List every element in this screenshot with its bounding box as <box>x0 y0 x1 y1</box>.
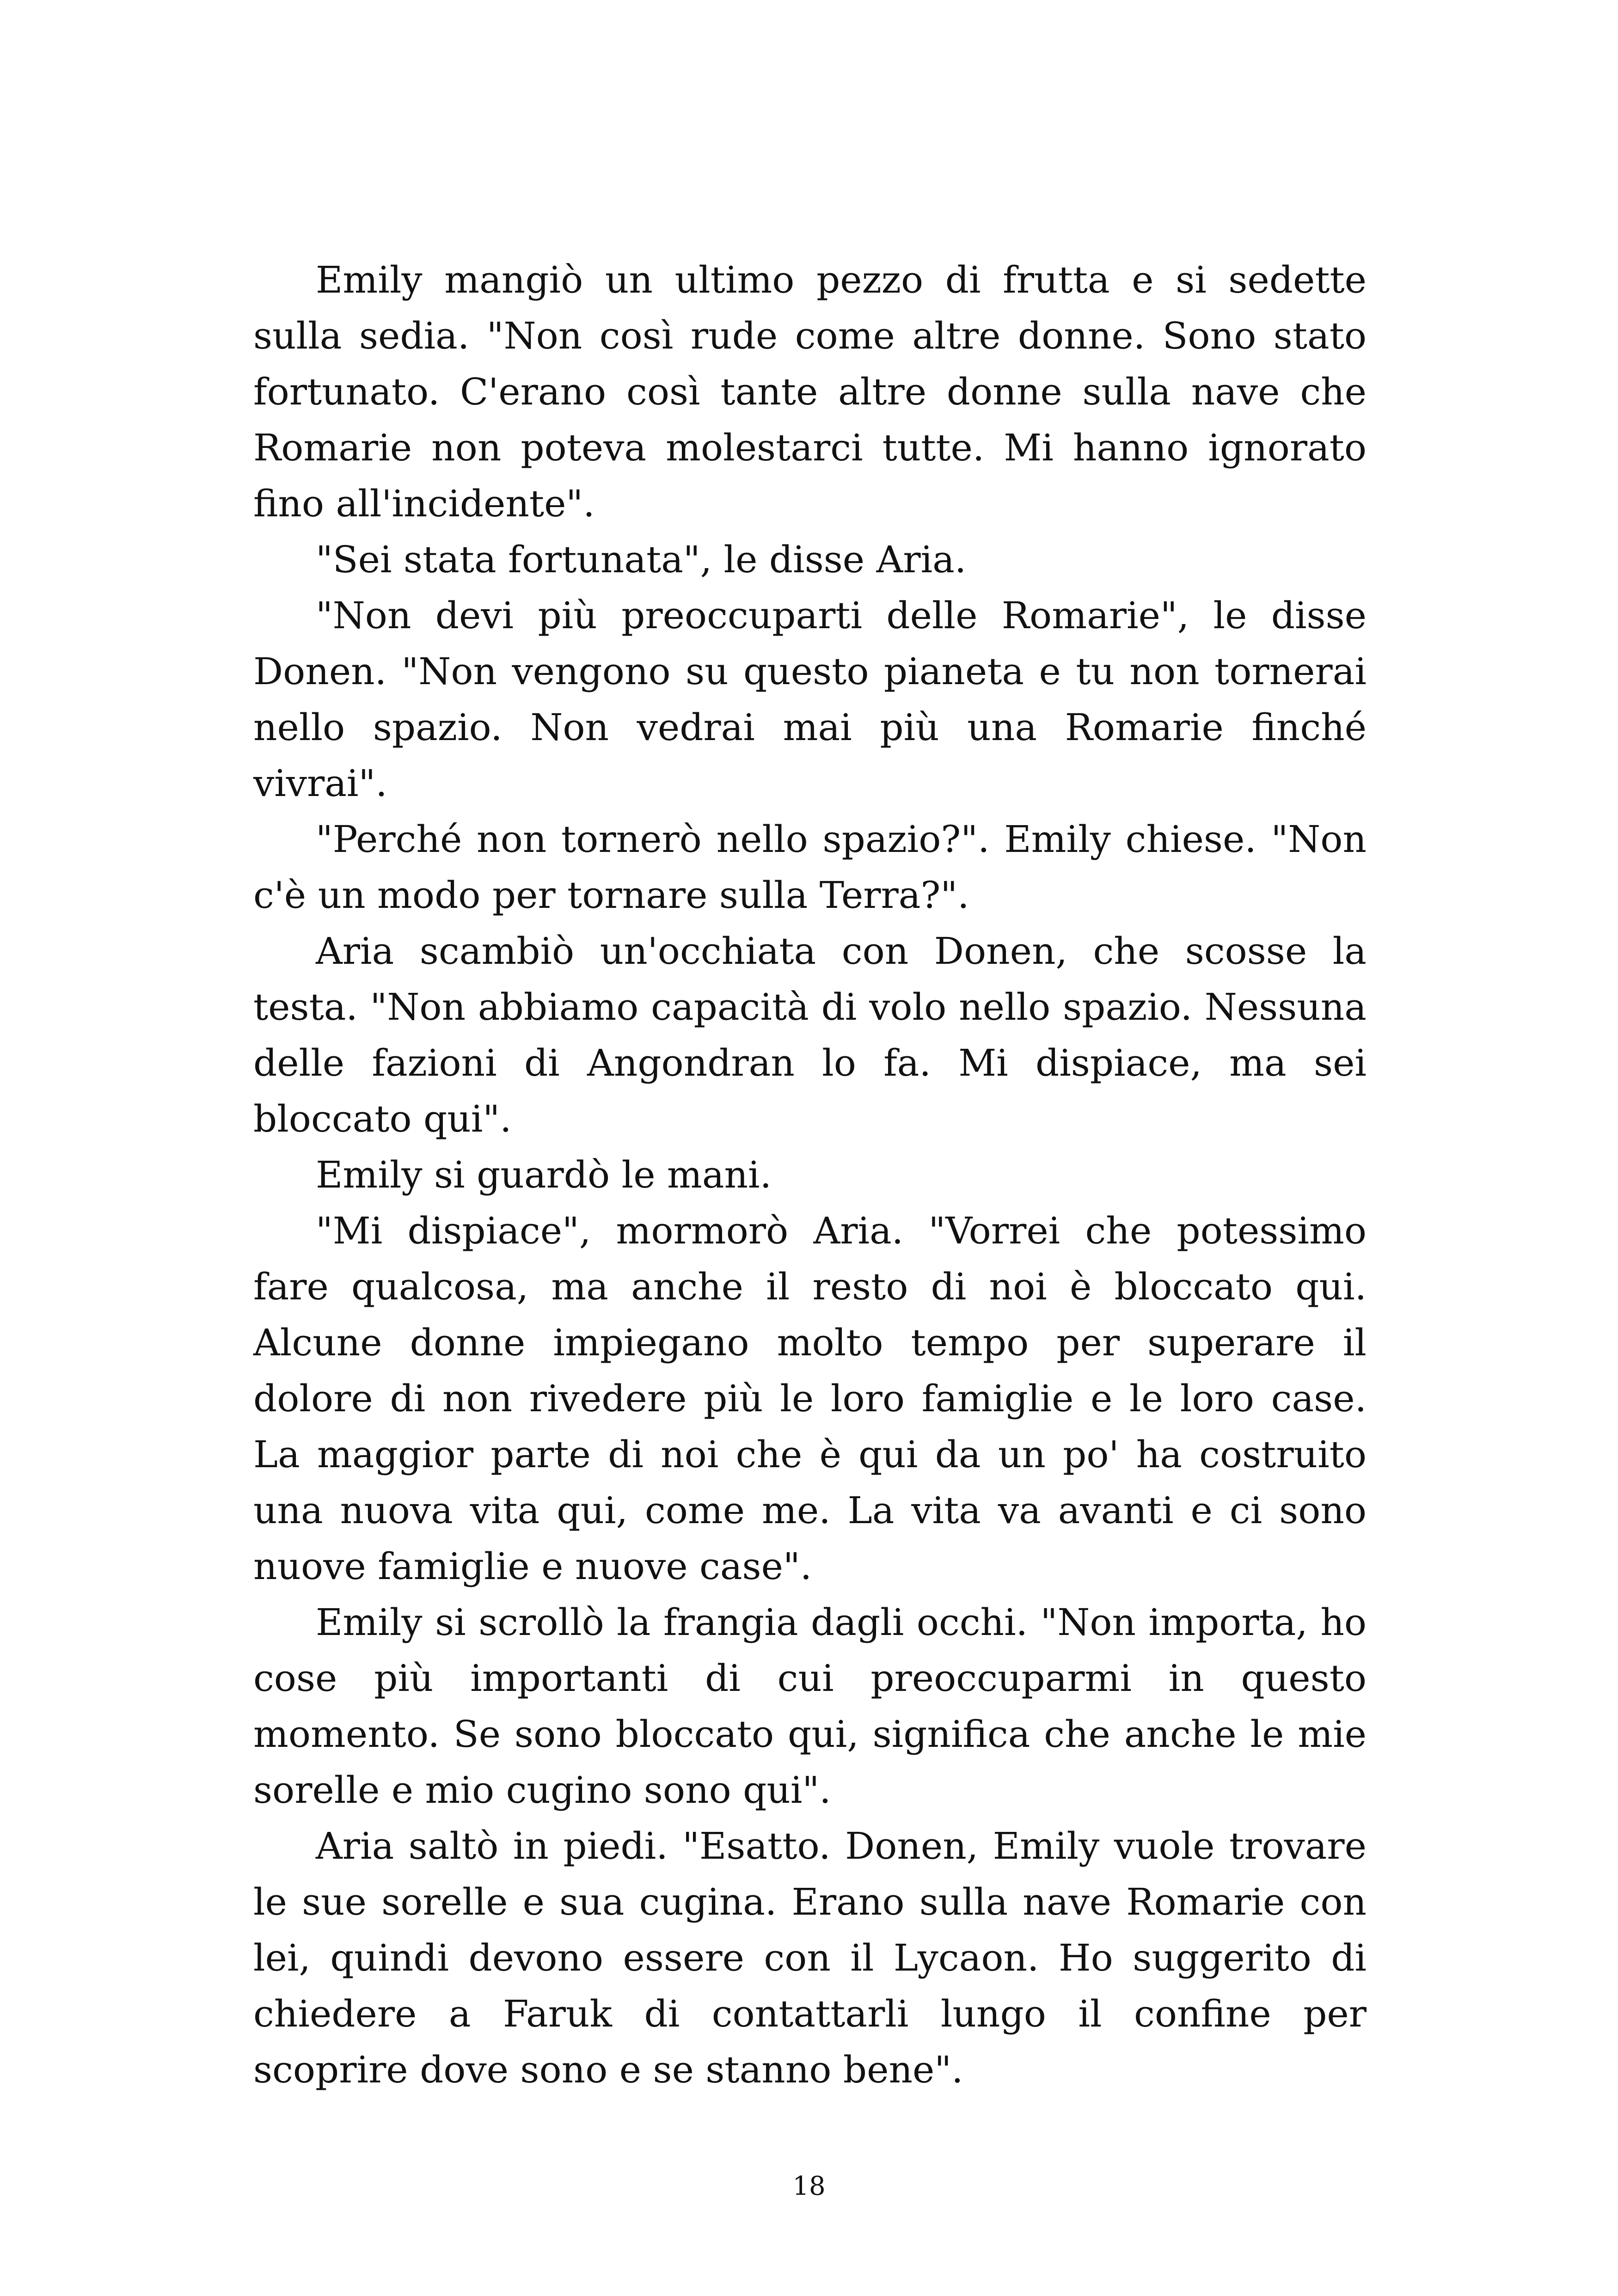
page-number: 18 <box>792 2171 826 2201</box>
paragraph: Emily mangiò un ultimo pezzo di frutta e si sedette sulla sedia. "Non così rude come altre donne. Sono stato fortunato. C'erano così tante altre donne sulla nave che Romarie non poteva molestarci tutte. Mi hanno ignorato fino all'incidente". <box>253 258 1367 525</box>
paragraph: Emily si guardò le mani. <box>316 1153 772 1196</box>
paragraph: Aria scambiò un'occhiata con Donen, che scosse la testa. "Non abbiamo capacità di volo nello spazio. Nessuna delle fazioni di Angondran lo fa. Mi dispiace, ma sei bloccato qui". <box>253 930 1367 1140</box>
paragraph: "Perché non tornerò nello spazio?". Emily chiese. "Non c'è un modo per tornare sulla Terra?". <box>253 818 1367 917</box>
paragraph: "Mi dispiace", mormorò Aria. "Vorrei che potessimo fare qualcosa, ma anche il resto di noi è bloccato qui. Alcune donne impiegano molto tempo per superare il dolore di non rivedere più le loro famiglie e le loro case. La maggior parte di noi che è qui da un po' ha costruito una nuova vita qui, come me. La vita va avanti e ci sono nuove famiglie e nuove case". <box>253 1209 1367 1588</box>
paragraph: "Sei stata fortunata", le disse Aria. <box>316 538 967 581</box>
body-text <box>253 252 1367 2098</box>
paragraph: "Non devi più preoccuparti delle Romarie", le disse Donen. "Non vengono su questo pianeta e tu non tornerai nello spazio. Non vedrai mai più una Romarie finché vivrai". <box>253 594 1367 805</box>
paragraph: Aria saltò in piedi. "Esatto. Donen, Emily vuole trovare le sue sorelle e sua cugina. Erano sulla nave Romarie con lei, quindi devono essere con il Lycaon. Ho suggerito di chiedere a Faruk di contattarli lungo il confine per scoprire dove sono e se stanno bene". <box>253 1825 1367 2091</box>
paragraph: Emily si scrollò la frangia dagli occhi. "Non importa, ho cose più importanti di cui preoccuparmi in questo momento. Se sono bloccato qui, significa che anche le mie sorelle e mio cugino sono qui". <box>253 1601 1367 1812</box>
